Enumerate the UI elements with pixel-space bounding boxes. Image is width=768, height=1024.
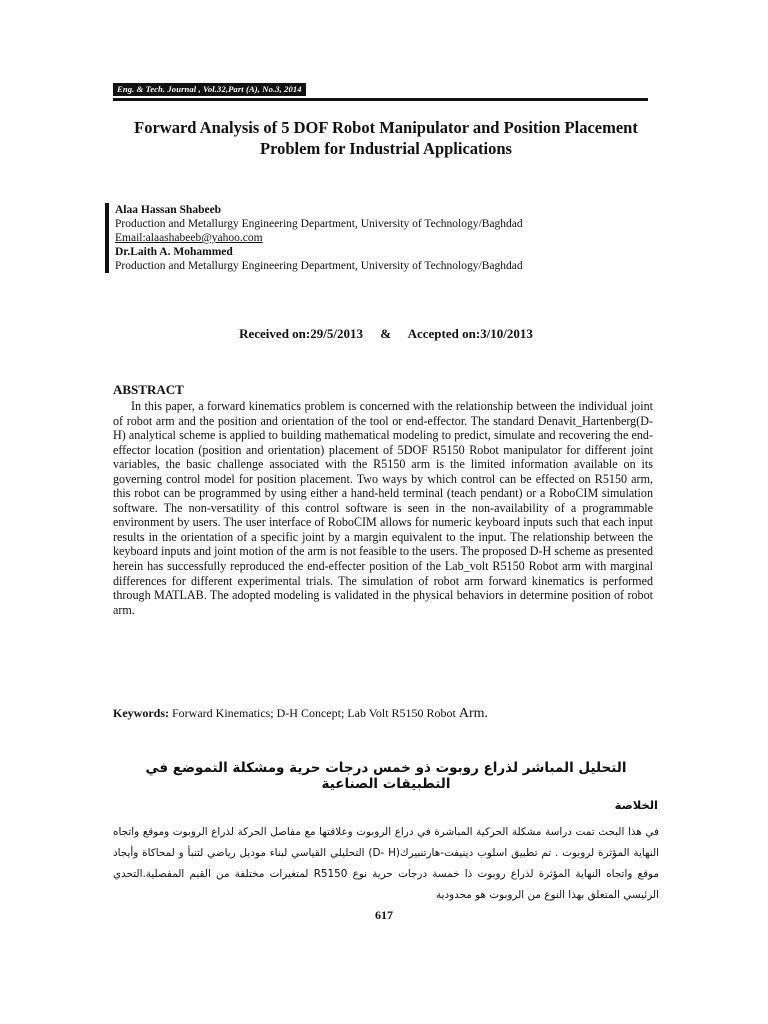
header-rule	[113, 98, 648, 101]
paper-title: Forward Analysis of 5 DOF Robot Manipulator and Position Placement Problem for Industrial Applications	[134, 118, 638, 158]
keywords-label: Keywords:	[113, 706, 169, 720]
keywords-text: Forward Kinematics; D-H Concept; Lab Volt R5150 Robot	[172, 706, 456, 720]
author-block	[105, 203, 675, 273]
arabic-abstract-heading: الخلاصة	[614, 798, 658, 812]
author-name: Dr.Laith A. Mohammed	[115, 246, 233, 258]
author-email[interactable]: Email:alaashabeeb@yahoo.com	[115, 232, 263, 244]
page-number: 617	[375, 908, 393, 922]
author-affiliation: Production and Metallurgy Engineering Department, University of Technology/Baghdad	[115, 218, 523, 230]
journal-header: Eng. & Tech. Journal , Vol.32,Part (A), No.3, 2014	[113, 83, 306, 96]
abstract-heading: ABSTRACT	[113, 382, 184, 397]
author-name: Alaa Hassan Shabeeb	[115, 204, 222, 216]
arabic-abstract-text: في هذا البحث تمت دراسة مشكلة الحركية المباشرة في دراع الروبوت وعلاقتها مع مفاصل الحركة لذراع الروبوت وموقع واتجاه النهاية المؤثرة لروبوت . تم تطبيق اسلوب دينيفت-هارتنبيرك(D- H) التحليلي القياسي لبناء موديل رياضي لتنبأ و لمحاكاة وأيجاد موقع واتجاه النهاية المؤثرة لذراع روبوت ذا خمسة درجات حرية نوع R5150 لمتغيرات مختلفة من القيم المفصلية.التحدي الرئيسي المتعلق بهذا النوع من الروبوت هو محدودية	[113, 826, 659, 901]
abstract-text: In this paper, a forward kinematics problem is concerned with the relationship between the individual joint of robot arm and the position and orientation of the tool or end-effector. The standard Denavit_Hartenberg(D-H) analytical scheme is applied to building mathematical modeling to predict, simulate and recovering the end-effector location (position and orientation) placement of 5DOF R5150 Robot manipulator for different joint variables, the basic challenge associated with the R5150 arm is the limited information available on its governing control model for position placement. Two ways by which control can be effected on R5150 arm, this robot can be programmed by using either a hand-held terminal (teach pendant) or a RoboCIM simulation software. The non-versatility of this control software is seen in the non-availability of a programmable environment by users. The user interface of RoboCIM allows for numeric keyboard inputs such that each input results in the orientation of a specific joint by a margin equivalent to the input. The relationship between the keyboard inputs and joint motion of the arm is not feasible to the users. The proposed D-H scheme as presented herein has successfully reproduced the end-effecter position of the Lab_volt R5150 Robot arm with marginal differences for different experimental trials. The simulation of robot arm forward kinematics is performed through MATLAB. The adopted modeling is validated in the physical behaviors in determine position of robot arm.	[113, 399, 653, 617]
keywords-last: Arm.	[458, 706, 489, 721]
author-affiliation: Production and Metallurgy Engineering Department, University of Technology/Baghdad	[115, 260, 523, 272]
submission-dates	[113, 326, 659, 342]
received-date: Received on:29/5/2013	[239, 326, 363, 341]
date-separator: &	[380, 326, 392, 341]
keywords	[113, 706, 659, 722]
arabic-title: التحليل المباشر لذراع روبوت ذو خمس درجات حرية ومشكلة التموضع في التطبيقات الصناعية	[145, 760, 627, 792]
accepted-date: Accepted on:3/10/2013	[407, 326, 533, 341]
